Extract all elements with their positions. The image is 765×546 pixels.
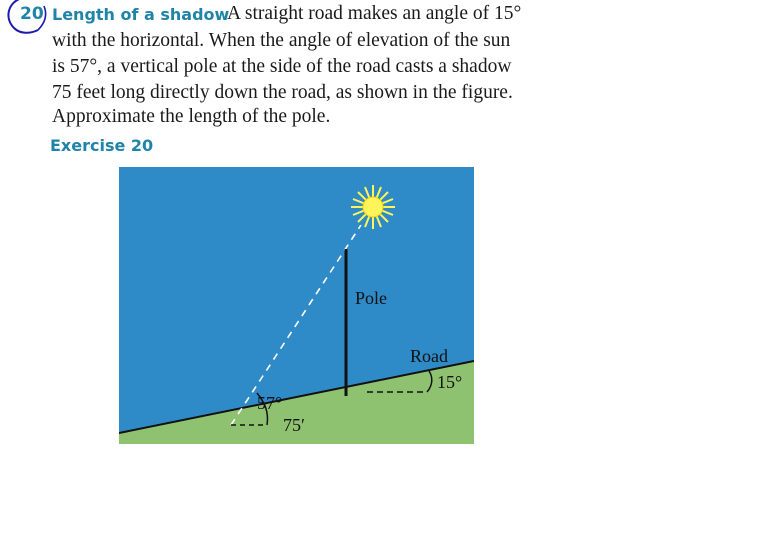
shadow-figure: [119, 167, 474, 444]
problem-statement: [0, 0, 765, 160]
shadow-diagram: [119, 167, 474, 444]
road-label: Road: [410, 346, 448, 366]
sun-angle-label: 57°: [257, 393, 283, 413]
shadow-length-label: 75′: [283, 415, 305, 435]
problem-text-line-1: A straight road makes an angle of 15°: [227, 3, 522, 24]
problem-text-line-5: Approximate the length of the pole.: [52, 106, 331, 127]
problem-text-line-2: with the horizontal. When the angle of elevation of the sun: [52, 30, 511, 51]
problem-title: Length of a shadow: [52, 5, 230, 24]
road-angle-label: 15°: [437, 372, 463, 392]
problem-text-line-3: is 57°, a vertical pole at the side of the road casts a shadow: [52, 56, 512, 77]
figure-caption: Exercise 20: [50, 136, 154, 155]
pole-label: Pole: [355, 288, 388, 308]
problem-text-line-4: 75 feet long directly down the road, as shown in the figure.: [52, 82, 513, 103]
problem-number: 20: [20, 4, 44, 24]
